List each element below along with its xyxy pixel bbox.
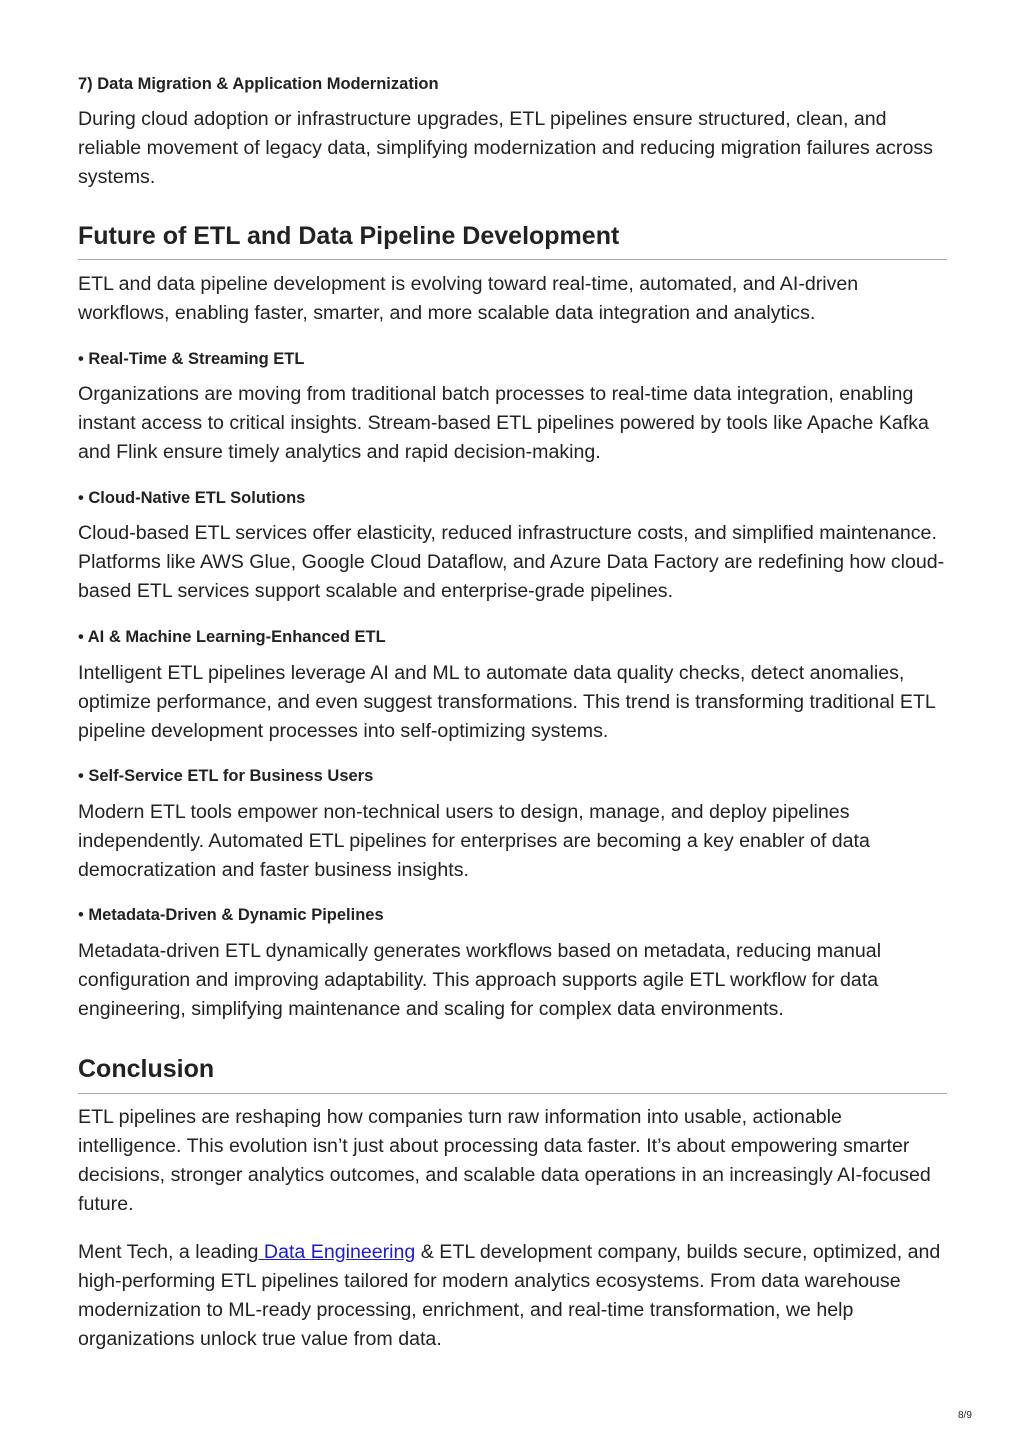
- closing-text-start: Ment Tech, a leading: [78, 1241, 259, 1263]
- bullet: •: [78, 906, 84, 924]
- page-number: 8/9: [958, 1410, 972, 1421]
- future-divider: [78, 259, 947, 260]
- migration-paragraph: During cloud adoption or infrastructure upgrades, ETL pipelines ensure structured, clean, and reliable movement of legacy data, simplifying modernization and reducing migration failures across systems.: [78, 108, 933, 188]
- bullet: •: [78, 767, 84, 785]
- trend-body-metadata: Metadata-driven ETL dynamically generates workflows based on metadata, reducing manual configuration and improving adaptability. This approach supports agile ETL workflow for data engineering, simplifying maintenance and scaling for complex data environments.: [78, 940, 882, 1020]
- conclusion-paragraph: ETL pipelines are reshaping how companies turn raw information into usable, actionable intelligence. This evolution isn’t just about processing data faster. It’s about empowering smarter decisions, stronger analytics outcomes, and scalable data operations in an increasingly AI-focused future.: [78, 1106, 931, 1215]
- trend-heading-realtime: [78, 349, 950, 369]
- trend-heading-metadata: [78, 905, 950, 925]
- conclusion-divider: [78, 1093, 947, 1094]
- bullet: •: [78, 350, 84, 368]
- trend-heading-cloud: [78, 488, 950, 508]
- data-engineering-link[interactable]: Data Engineering: [258, 1241, 416, 1263]
- trend-title: Metadata-Driven & Dynamic Pipelines: [88, 906, 384, 924]
- future-heading: Future of ETL and Data Pipeline Development: [78, 222, 620, 250]
- trend-title: Real-Time & Streaming ETL: [88, 350, 305, 368]
- trend-title: AI & Machine Learning-Enhanced ETL: [87, 628, 386, 646]
- bullet: •: [78, 628, 84, 646]
- future-intro: ETL and data pipeline development is evolving toward real-time, automated, and AI-driven workflows, enabling faster, smarter, and more scalable data integration and analytics.: [78, 273, 859, 324]
- trend-body-ai: Intelligent ETL pipelines leverage AI and ML to automate data quality checks, detect anomalies, optimize performance, and even suggest transformations. This trend is transforming traditional ETL pipeline development processes into self-optimizing systems.: [78, 662, 936, 742]
- trend-body-realtime: Organizations are moving from traditional batch processes to real-time data integration, enabling instant access to critical insights. Stream-based ETL pipelines powered by tools like Apache Kafka and Flink ensure timely analytics and rapid decision-making.: [78, 383, 929, 463]
- trend-heading-ai: [78, 627, 950, 647]
- migration-heading: 7) Data Migration & Application Modernization: [78, 75, 439, 93]
- trend-body-selfservice: Modern ETL tools empower non-technical users to design, manage, and deploy pipelines independently. Automated ETL pipelines for enterprises are becoming a key enabler of data democratization and faster business insights.: [78, 801, 870, 881]
- trend-heading-selfservice: [78, 766, 950, 786]
- trend-body-cloud: Cloud-based ETL services offer elasticity, reduced infrastructure costs, and simplified maintenance. Platforms like AWS Glue, Google Cloud Dataflow, and Azure Data Factory are redefining how cloud-based ETL services support scalable and enterprise-grade pipelines.: [78, 522, 945, 602]
- trend-title: Cloud-Native ETL Solutions: [88, 489, 306, 507]
- trend-title: Self-Service ETL for Business Users: [88, 767, 374, 785]
- bullet: •: [78, 489, 84, 507]
- closing-paragraph: [78, 1238, 950, 1354]
- closing-text-end: & ETL development company, builds secure, optimized, and high-performing ETL pipelines tailored for modern analytics ecosystems. From data warehouse modernization to ML-ready processing, enrichment, and real-time transformation, we help organizations unlock true value from data.: [78, 1241, 941, 1350]
- conclusion-heading: Conclusion: [78, 1055, 215, 1083]
